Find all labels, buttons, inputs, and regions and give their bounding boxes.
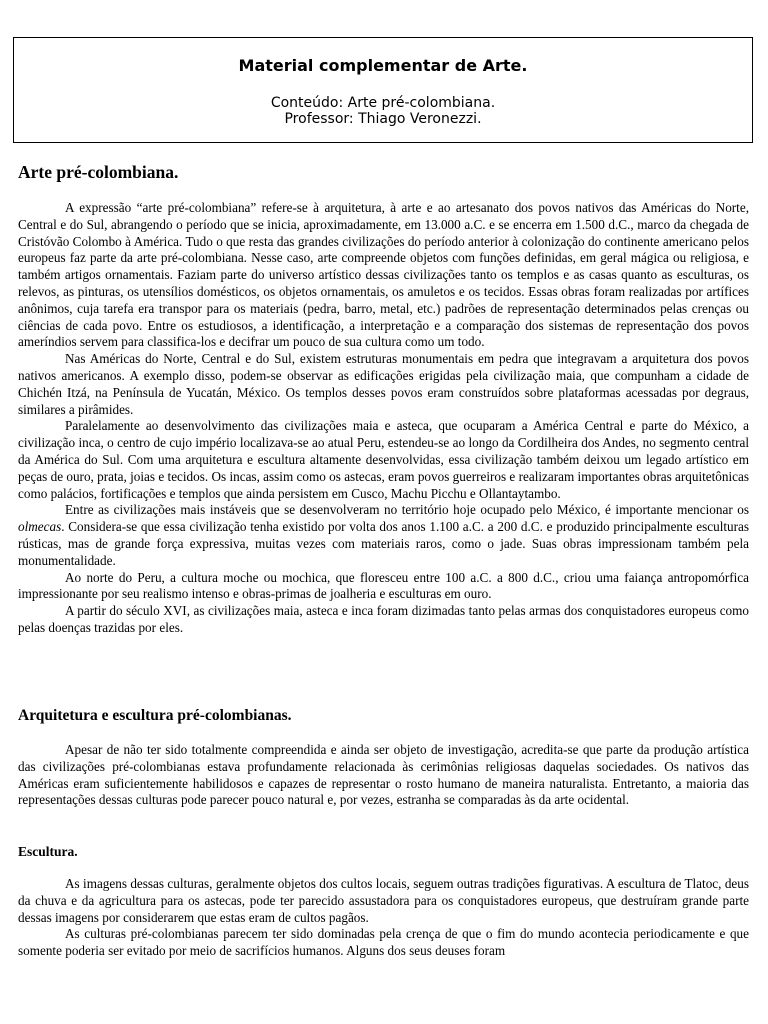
teacher-line xyxy=(14,111,752,127)
paragraph-text: Entre as civilizações mais instáveis que se desenvolveram no território hoje ocupado pelo México, é importante mencionar os xyxy=(65,502,749,518)
paragraph xyxy=(18,502,749,569)
content-label: Conteúdo: xyxy=(270,95,344,111)
paragraph: Paralelamente ao desenvolvimento das civilizações maia e asteca, que ocuparam a América Central e parte do México, a civilização inca, o centro de cujo império localizava-se ao atual Peru, estendeu-se ao longo da Cordilheira dos Andes, no segmento central da América do Sul. Com uma arquitetura e escultura altamente desenvolvidas, essa civilização também deixou um legado artístico em peças de ouro, prata, joias e tecidos. Os incas, assim como os astecas, eram povos guerreiros e realizaram importantes obras arquitetônicas como palácios, fortificações e templos que ainda persistem em Cusco, Machu Picchu e Ollantaytambo. xyxy=(18,418,749,501)
section-body-arquitetura xyxy=(18,742,749,809)
content-value: Arte pré-colombiana. xyxy=(347,95,496,111)
document-title: Material complementar de Arte. xyxy=(238,56,528,75)
paragraph: As imagens dessas culturas, geralmente objetos dos cultos locais, seguem outras tradições figurativas. A escultura de Tlatoc, deus da chuva e da agricultura para os astecas, pode ter parecido assustadora para os conquistadores europeus, que destruíram grande parte dessas imagens por considerarem que estas eram de cultos pagãos. xyxy=(18,876,749,925)
header-box xyxy=(13,37,753,143)
section-body-arte xyxy=(18,200,749,637)
teacher-label: Professor: xyxy=(284,111,354,127)
paragraph: Apesar de não ter sido totalmente compreendida e ainda ser objeto de investigação, acredita-se que parte da produção artística das civilizações pré-colombianas estava profundamente relacionada às cerimônias religiosas daquelas sociedades. Os nativos das Américas eram suficientemente habilidosos e capazes de representar o rosto humano de maneira naturalista. Entretanto, a maioria das representações dessas culturas pode parecer pouco natural e, por vezes, estranha se comparadas às da arte ocidental. xyxy=(18,742,749,808)
paragraph: A partir do século XVI, as civilizações maia, asteca e inca foram dizimadas tanto pelas armas dos conquistadores europeus como pelas doenças trazidas por eles. xyxy=(18,603,749,635)
section-body-escultura xyxy=(18,876,749,960)
section-heading-arte: Arte pré-colombiana. xyxy=(18,162,179,182)
paragraph: As culturas pré-colombianas parecem ter sido dominadas pela crença de que o fim do mundo acontecia periodicamente e que somente poderia ser evitado por meio de sacrifícios humanos. Alguns dos seus deuses foram xyxy=(18,926,749,959)
paragraph-text: . Considera-se que essa civilização tenha existido por volta dos anos 1.100 a.C. a 200 d.C. e produzido principalmente esculturas rústicas, mas de grande força expressiva, muitas vezes com materiais raros, como o jade. Suas obras impressionam também pela monumentalidade. xyxy=(18,519,749,568)
olmecas-term: olmecas xyxy=(18,519,62,535)
paragraph: A expressão “arte pré-colombiana” refere-se à arquitetura, à arte e ao artesanato dos povos nativos das Américas do Norte, Central e do Sul, abrangendo o período que se inicia, aproximadamente, em 13.000 a.C. e se encerra em 1.500 d.C., marco da chegada de Cristóvão Colombo à América. Tudo o que resta das grandes civilizações do período anterior à colonização do continente americano pelos europeus faz parte da arte pré-colombiana. Nesse caso, arte compreende objetos com funções definidas, em geral mágica ou religiosa, e também artigos ornamentais. Faziam parte do universo artístico dessas civilizações tanto os templos e as casas quanto as esculturas, os relevos, as pinturas, os utensílios domésticos, os objetos ornamentais, os amuletos e os tecidos. Essas obras foram realizadas por artífices anônimos, cuja tarefa era transpor para os materiais (pedra, barro, metal, etc.) padrões de representação determinados pelas crenças ou ciências de cada povo. Entre os estudiosos, a identificação, a interpretação e a comparação dos sistemas de representação dos povos ameríndios servem para classifica-los e decifrar um pouco de sua cultura como um todo. xyxy=(18,200,749,350)
teacher-value: Thiago Veronezzi. xyxy=(358,111,482,127)
paragraph: Ao norte do Peru, a cultura moche ou mochica, que floresceu entre 100 a.C. a 800 d.C., criou uma faiança antropomórfica impressionante por seu realismo intenso e obras-primas de joalheria e esculturas em ouro. xyxy=(18,569,749,602)
section-heading-arquitetura: Arquitetura e escultura pré-colombianas. xyxy=(18,707,292,724)
section-heading-escultura: Escultura. xyxy=(18,844,78,859)
content-line xyxy=(14,95,752,111)
paragraph: Nas Américas do Norte, Central e do Sul, existem estruturas monumentais em pedra que integravam a arquitetura dos povos nativos americanos. A exemplo disso, podem-se observar as edificações erigidas pela civilização maia, que compunham a cidade de Chichén Itzá, na Península de Yucatán, México. Os templos desses povos eram construídos sobre plataformas acessadas por degraus, similares a pirâmides. xyxy=(18,351,749,417)
